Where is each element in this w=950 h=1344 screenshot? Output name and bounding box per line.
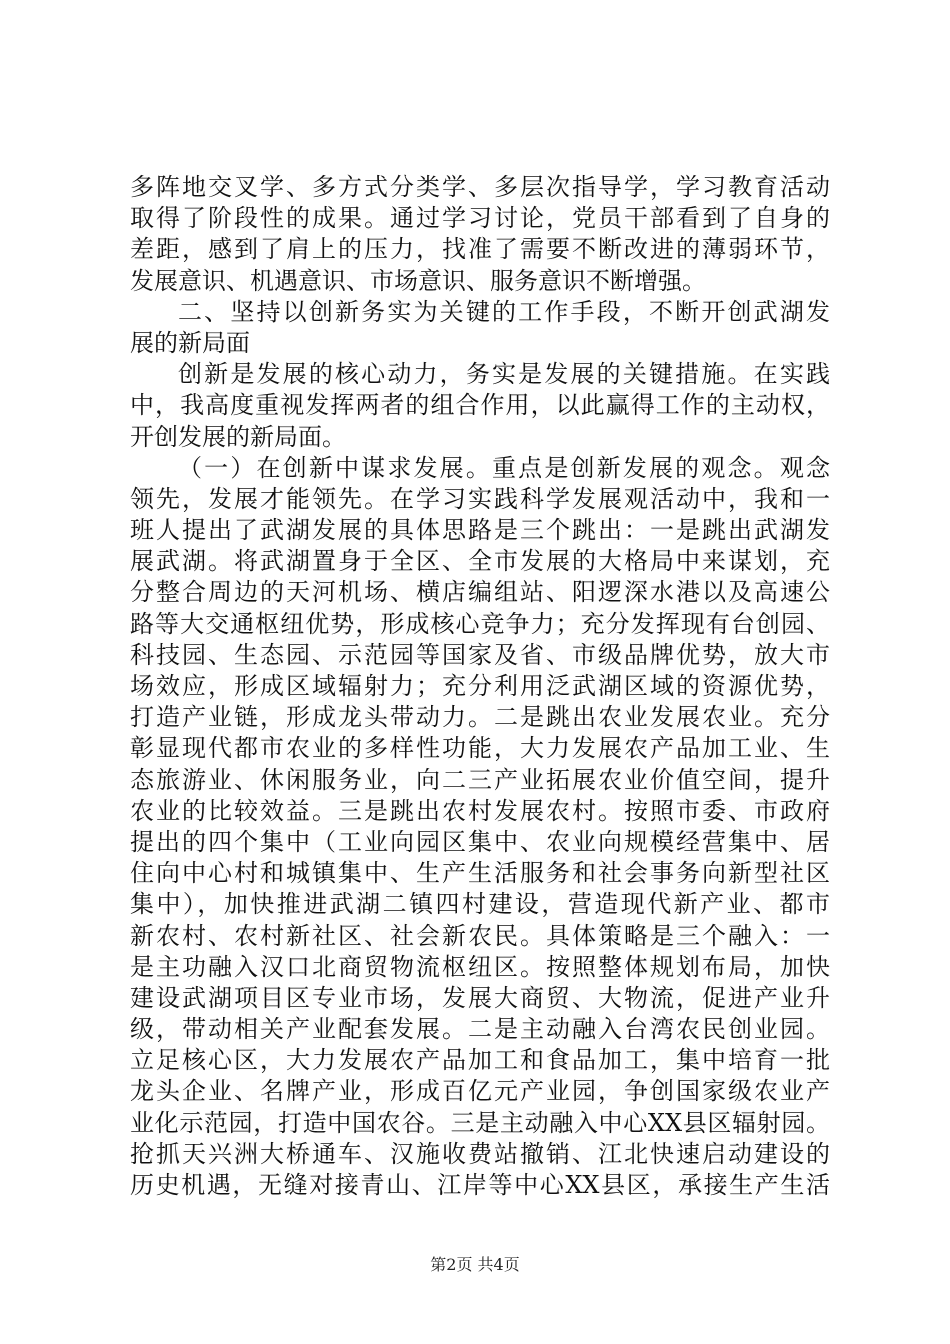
text-line: 提出的四个集中（工业向园区集中、农业向规模经营集中、居	[130, 827, 830, 856]
text-line: 差距，感到了肩上的压力，找准了需要不断改进的薄弱环节，	[130, 235, 830, 264]
text-line: （一）在创新中谋求发展。重点是创新发展的观念。观念	[178, 453, 830, 482]
text-line: 新农村、农村新社区、社会新农民。具体策略是三个融入：一	[130, 921, 830, 950]
text-line: 中，我高度重视发挥两者的组合作用，以此赢得工作的主动权，	[130, 391, 830, 420]
text-line: 二、坚持以创新务实为关键的工作手段，不断开创武湖发	[178, 297, 830, 326]
text-line: 抢抓天兴洲大桥通车、汉施收费站撤销、江北快速启动建设的	[130, 1139, 830, 1168]
text-line: 住向中心村和城镇集中、生产生活服务和社会事务向新型社区	[130, 859, 830, 888]
text-line: 集中），加快推进武湖二镇四村建设，营造现代新产业、都市	[130, 890, 830, 919]
text-line: 展的新局面	[130, 328, 250, 357]
text-line: 分整合周边的天河机场、横店编组站、阳逻深水港以及高速公	[130, 578, 830, 607]
text-line: 展武湖。将武湖置身于全区、全市发展的大格局中来谋划，充	[130, 547, 830, 576]
document-body	[130, 172, 830, 1201]
text-line: 发展意识、机遇意识、市场意识、服务意识不断增强。	[130, 266, 706, 295]
page-footer: 第2页 共4页	[430, 1255, 520, 1274]
text-line: 打造产业链，形成龙头带动力。二是跳出农业发展农业。充分	[130, 703, 830, 732]
text-line: 彰显现代都市农业的多样性功能，大力发展农产品加工业、生	[130, 734, 830, 763]
text-line: 路等大交通枢纽优势，形成核心竞争力；充分发挥现有台创园、	[130, 609, 830, 638]
text-line: 业化示范园，打造中国农谷。三是主动融入中心XX县区辐射园。	[130, 1108, 830, 1137]
text-line: 领先，发展才能领先。在学习实践科学发展观活动中，我和一	[130, 484, 830, 513]
text-line: 创新是发展的核心动力，务实是发展的关键措施。在实践	[178, 360, 830, 389]
text-line: 开创发展的新局面。	[130, 422, 346, 451]
text-line: 是主功融入汉口北商贸物流枢纽区。按照整体规划布局，加快	[130, 952, 830, 981]
text-line: 多阵地交叉学、多方式分类学、多层次指导学，学习教育活动	[130, 173, 830, 201]
text-line: 场效应，形成区域辐射力；充分利用泛武湖区域的资源优势，	[130, 672, 830, 700]
text-line: 取得了阶段性的成果。通过学习讨论，党员干部看到了自身的	[130, 204, 830, 233]
text-line: 立足核心区，大力发展农产品加工和食品加工，集中培育一批	[130, 1046, 830, 1075]
text-line: 态旅游业、休闲服务业，向二三产业拓展农业价值空间，提升	[130, 765, 830, 794]
text-line: 建设武湖项目区专业市场，发展大商贸、大物流，促进产业升	[130, 983, 830, 1012]
text-line: 历史机遇，无缝对接青山、江岸等中心XX县区，承接生产生活	[130, 1171, 830, 1199]
text-line: 农业的比较效益。三是跳出农村发展农村。按照市委、市政府	[130, 796, 830, 825]
text-line: 科技园、生态园、示范园等国家及省、市级品牌优势，放大市	[130, 640, 830, 669]
text-line: 级，带动相关产业配套发展。二是主动融入台湾农民创业园。	[130, 1015, 830, 1044]
text-line: 班人提出了武湖发展的具体思路是三个跳出：一是跳出武湖发	[130, 516, 830, 545]
text-line: 龙头企业、名牌产业，形成百亿元产业园，争创国家级农业产	[130, 1077, 830, 1106]
